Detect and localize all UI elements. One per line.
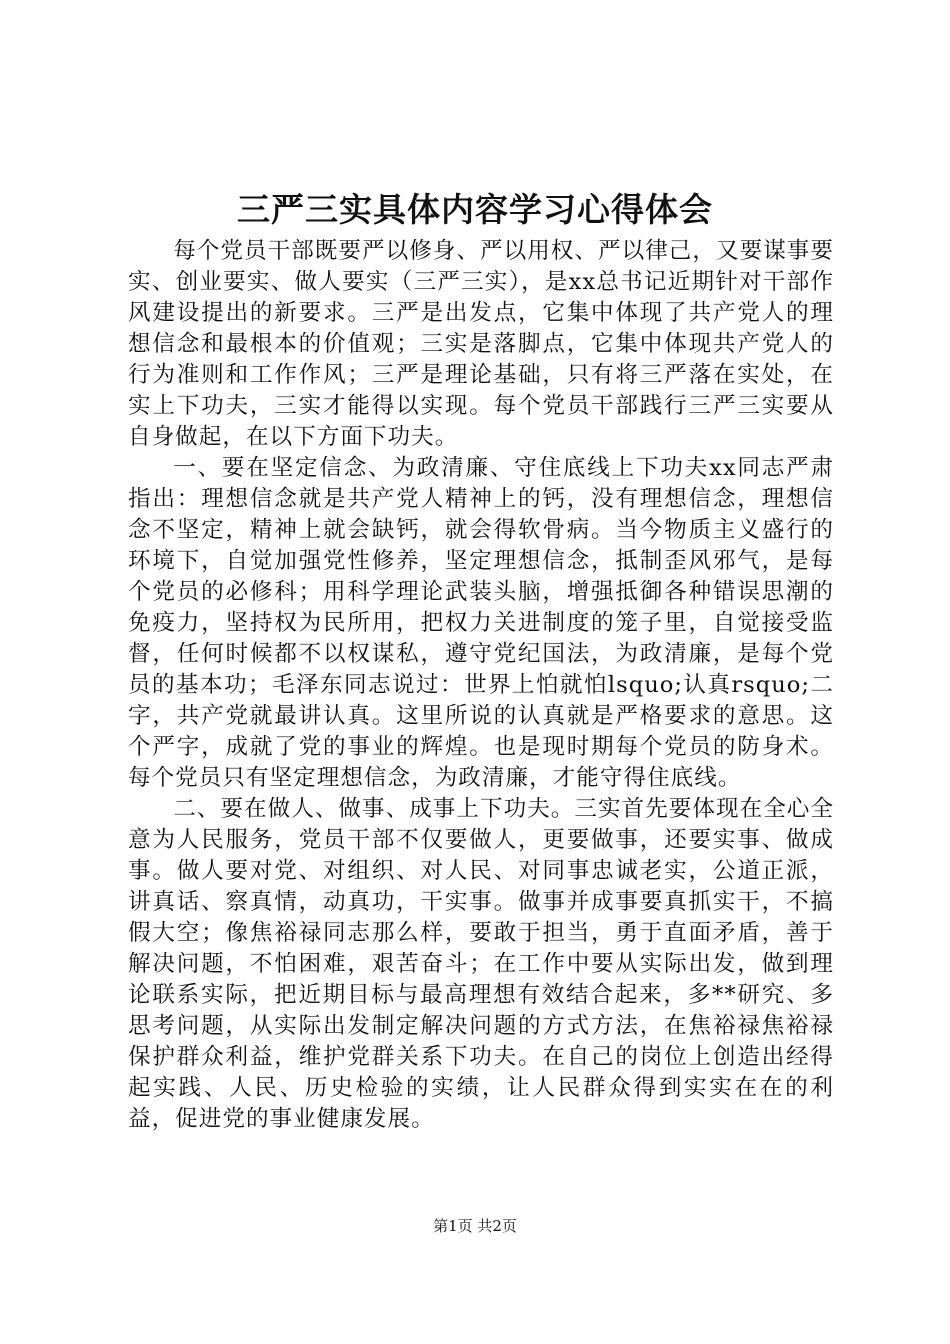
page-title: 三严三实具体内容学习心得体会 — [237, 190, 713, 229]
paragraph-section-one: 一、要在坚定信念、为政清廉、守住底线上下功夫xx同志严肃指出：理想信念就是共产党人精神上的钙，没有理想信念，理想信念不坚定，精神上就会缺钙，就会得软骨病。当今物质主义盛行的环境下，自觉加强党性修养，坚定理想信念，抵制歪风邪气，是每个党员的必修科；用科学理论武装头脑，增强抵御各种错误思潮的免疫力，坚持权为民所用，把权力关进制度的笼子里，自觉接受监督，任何时候都不以权谋私，遵守党纪国法，为政清廉，是每个党员的基本功；毛泽东同志说过：世界上怕就怕lsquo;认真rsquo;二字，共产党就最讲认真。这里所说的认真就是严格要求的意思。这个严字，成就了党的事业的辉煌。也是现时期每个党员的防身术。每个党员只有坚定理想信念，为政清廉，才能守得住底线。 — [128, 455, 834, 791]
document-body — [128, 236, 834, 1135]
page-footer: 第1页 共2页 — [433, 1217, 517, 1235]
paragraph-section-two: 二、要在做人、做事、成事上下功夫。三实首先要体现在全心全意为人民服务，党员干部不仅要做人，更要做事，还要实事、做成事。做人要对党、对组织、对人民、对同事忠诚老实，公道正派，讲真话、察真情，动真功，干实事。做事并成事要真抓实干，不搞假大空；像焦裕禄同志那么样，要敢于担当，勇于直面矛盾，善于解决问题，不怕困难，艰苦奋斗；在工作中要从实际出发，做到理论联系实际，把近期目标与最高理想有效结合起来，多**研究、多思考问题，从实际出发制定解决问题的方式方法，在焦裕禄焦裕禄保护群众利益，维护党群关系下功夫。在自己的岗位上创造出经得起实践、人民、历史检验的实绩，让人民群众得到实实在在的利益，促进党的事业健康发展。 — [128, 796, 834, 1132]
paragraph-intro: 每个党员干部既要严以修身、严以用权、严以律己，又要谋事要实、创业要实、做人要实（三严三实），是xx总书记近期针对干部作风建设提出的新要求。三严是出发点，它集中体现了共产党人的理想信念和最根本的价值观；三实是落脚点，它集中体现共产党人的行为准则和工作作风；三严是理论基础，只有将三严落在实处，在实上下功夫，三实才能得以实现。每个党员干部践行三严三实要从自身做起，在以下方面下功夫。 — [128, 238, 834, 450]
